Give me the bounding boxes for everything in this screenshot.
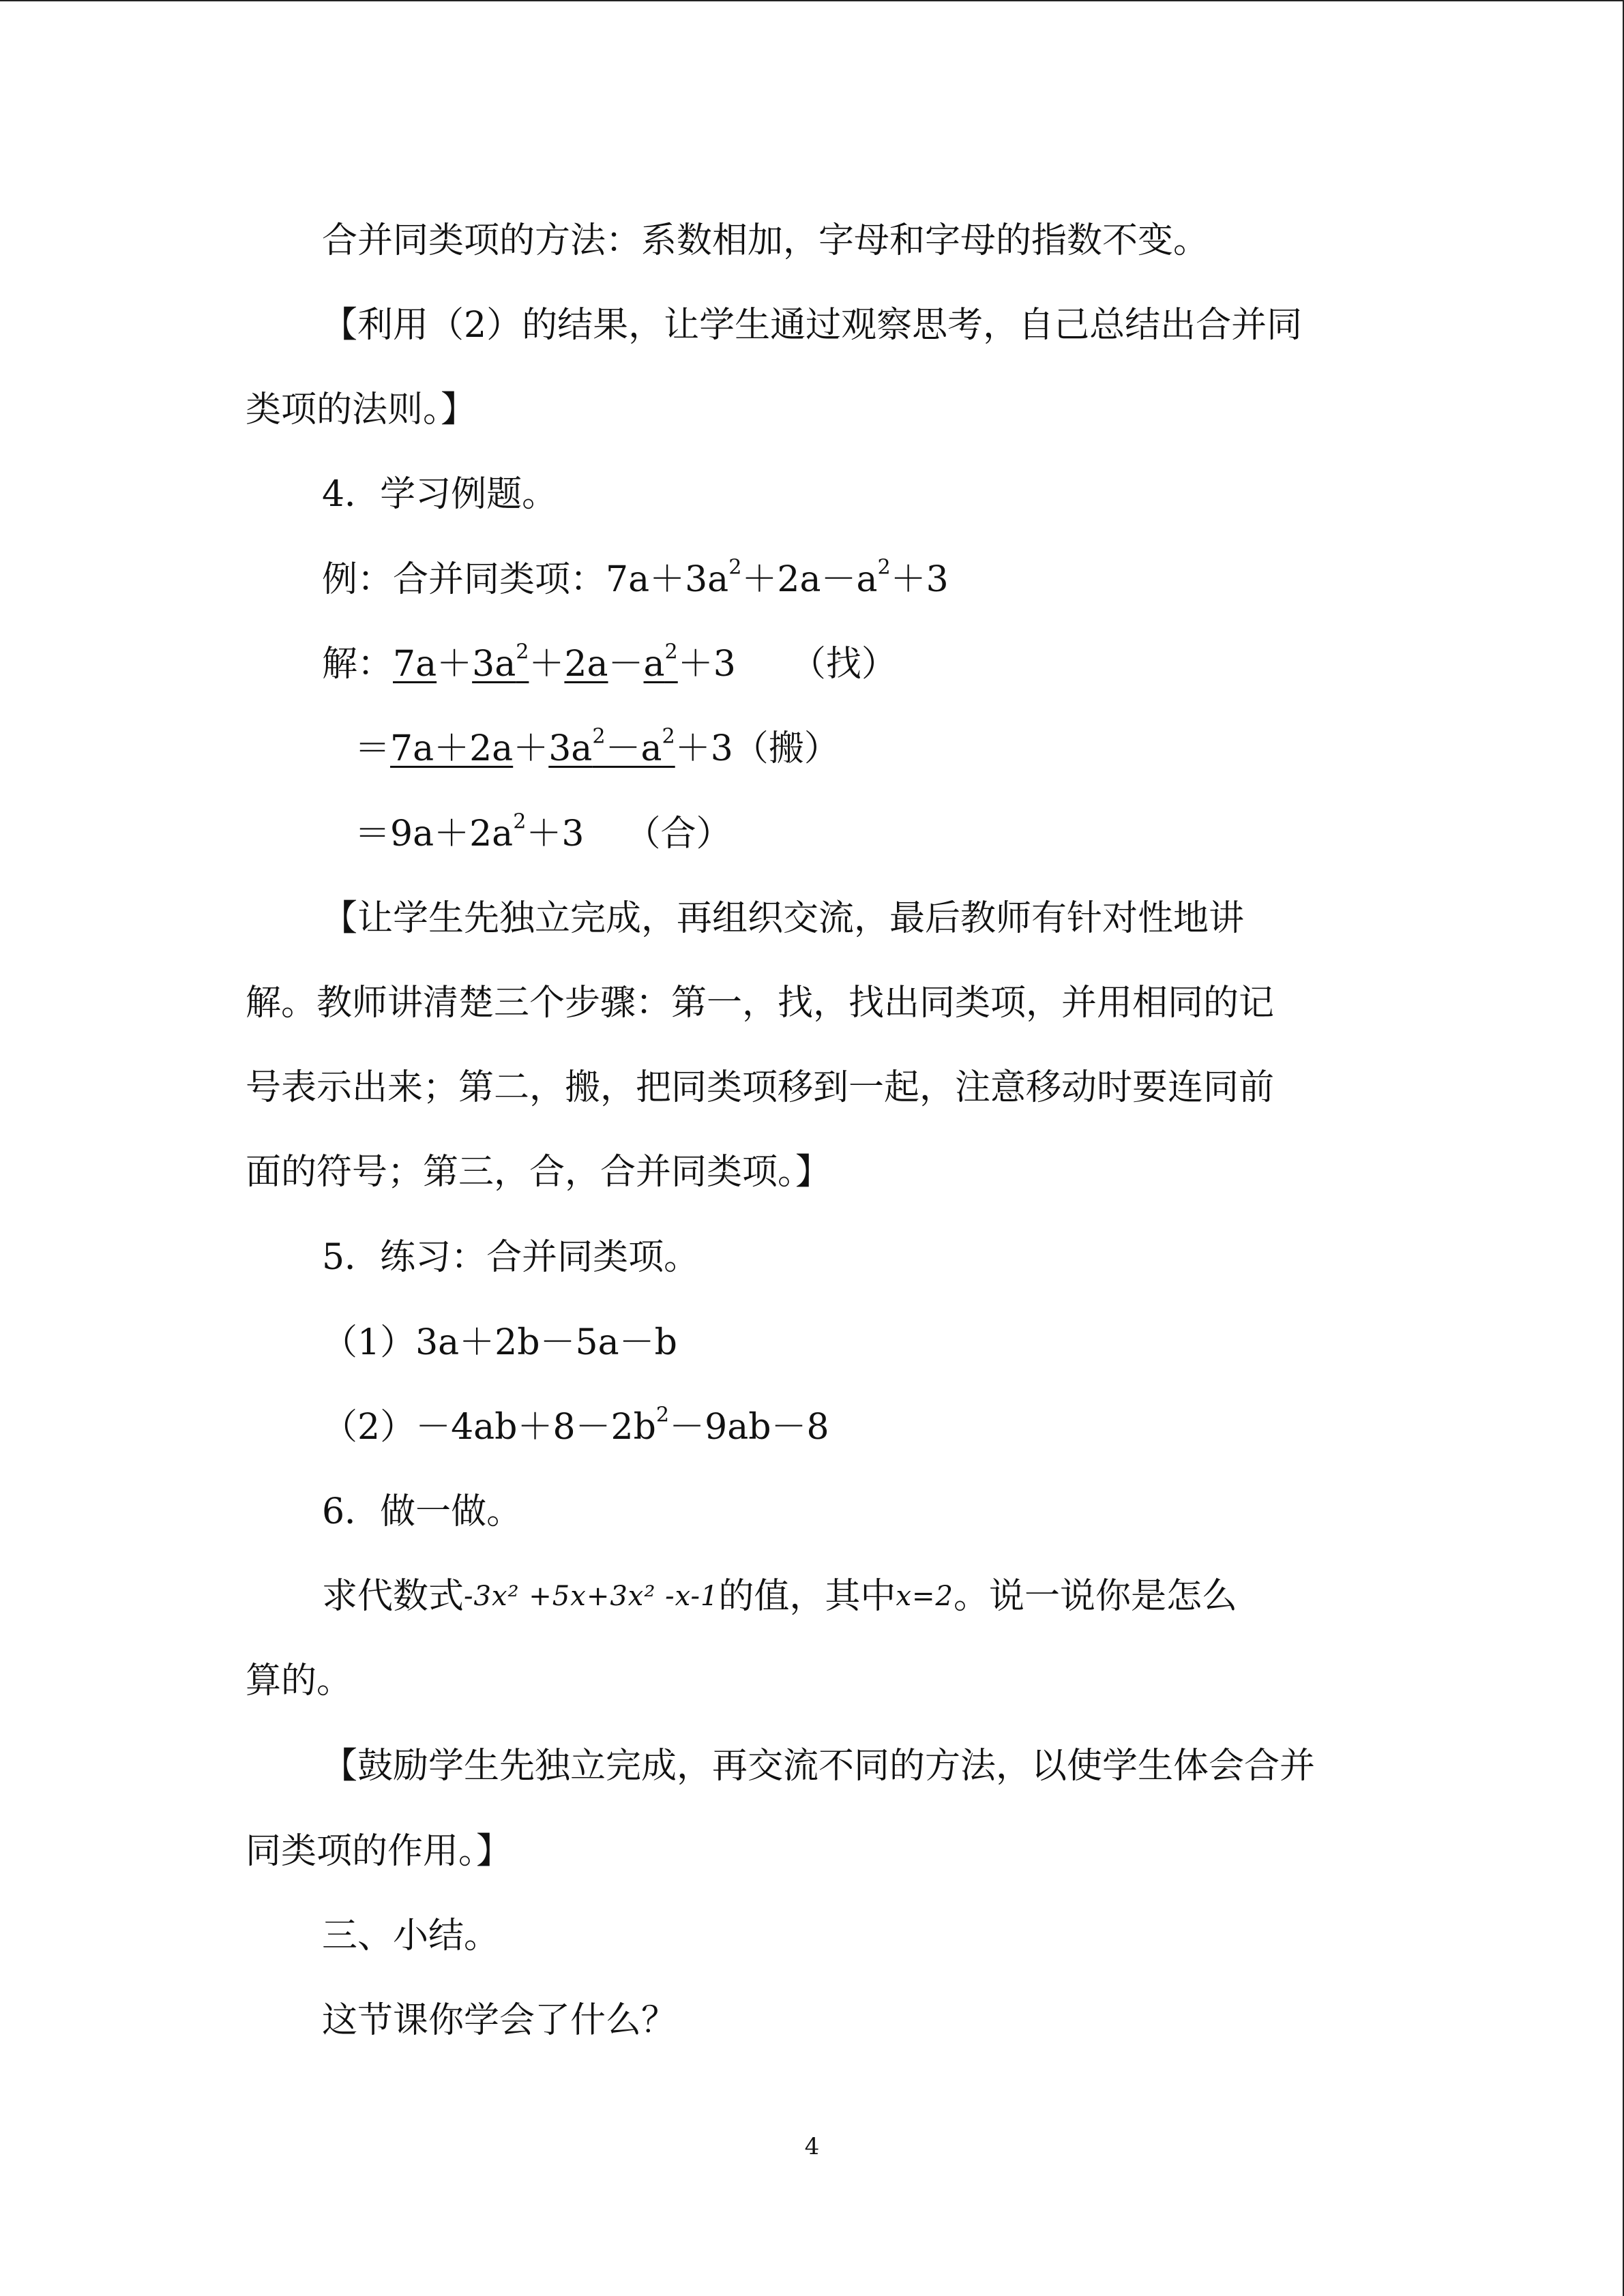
heading-summary: 三、小结。	[322, 1915, 500, 1956]
solution-line	[322, 640, 897, 688]
task-line2: 算的。	[246, 1660, 353, 1701]
task-expression: -3x² +5x+3x² -x-1	[464, 1581, 719, 1612]
step-combine-line	[355, 810, 731, 858]
note2-line1: 【让学生先独立完成，再组织交流，最后教师有针对性地讲	[322, 898, 1245, 939]
tag-combine: （合）	[625, 814, 732, 854]
task-line1	[322, 1572, 1237, 1620]
step-combine-expression: $=9a+2a^2+3$	[355, 809, 585, 854]
heading-6: 6．做一做。	[322, 1491, 522, 1532]
exercise-1: （1）3a＋2b－5a－b	[322, 1322, 677, 1363]
task-condition: x=2	[896, 1581, 954, 1612]
heading-4: 4．学习例题。	[322, 474, 558, 515]
note2-line3: 号表示出来；第二，搬，把同类项移到一起，注意移动时要连同前	[246, 1067, 1275, 1108]
tag-move: （搬）	[733, 728, 840, 769]
note2-line2: 解。教师讲清楚三个步骤：第一，找，找出同类项，并用相同的记	[246, 983, 1275, 1024]
note3-line1: 【鼓励学生先独立完成，再交流不同的方法，以使学生体会合并	[322, 1746, 1316, 1787]
exercise-2-end: －9ab－8	[669, 1407, 829, 1448]
step-move-line	[355, 725, 840, 773]
example-expression: $7a+3a^2+2a-a^2+3$	[606, 555, 949, 600]
note1-line2: 类项的法则。】	[246, 389, 477, 430]
example-line	[322, 556, 949, 603]
step-move-expression: $=7a+2a+3a^2-a^2+3$	[355, 724, 733, 769]
note3-line2: 同类项的作用。】	[246, 1831, 512, 1872]
solution-prefix: 解：	[322, 644, 394, 685]
tag-find: （找）	[790, 644, 897, 685]
task-suffix: 。说一说你是怎么	[953, 1576, 1237, 1617]
exercise-2: $(2)-4ab+8-2b^2-9ab-8$	[322, 1403, 829, 1448]
heading-5: 5．练习：合并同类项。	[322, 1237, 700, 1278]
task-middle: 的值，其中	[718, 1576, 896, 1617]
method-line: 合并同类项的方法：系数相加，字母和字母的指数不变。	[322, 220, 1209, 261]
summary-question: 这节课你学会了什么？	[322, 2000, 677, 2041]
exercise-2-start: （2）－4ab＋8－2b	[322, 1407, 656, 1448]
note1-line1: 【利用（2）的结果，让学生通过观察思考，自己总结出合并同	[322, 305, 1303, 346]
page-number: 4	[804, 2133, 820, 2160]
task-prefix: 求代数式	[322, 1576, 464, 1617]
note2-line4: 面的符号；第三，合，合并同类项。】	[246, 1152, 831, 1193]
example-prefix: 例：合并同类项：	[322, 559, 606, 600]
solution-expression: $7a+3a^2+2a-a^2+3$	[393, 640, 736, 685]
